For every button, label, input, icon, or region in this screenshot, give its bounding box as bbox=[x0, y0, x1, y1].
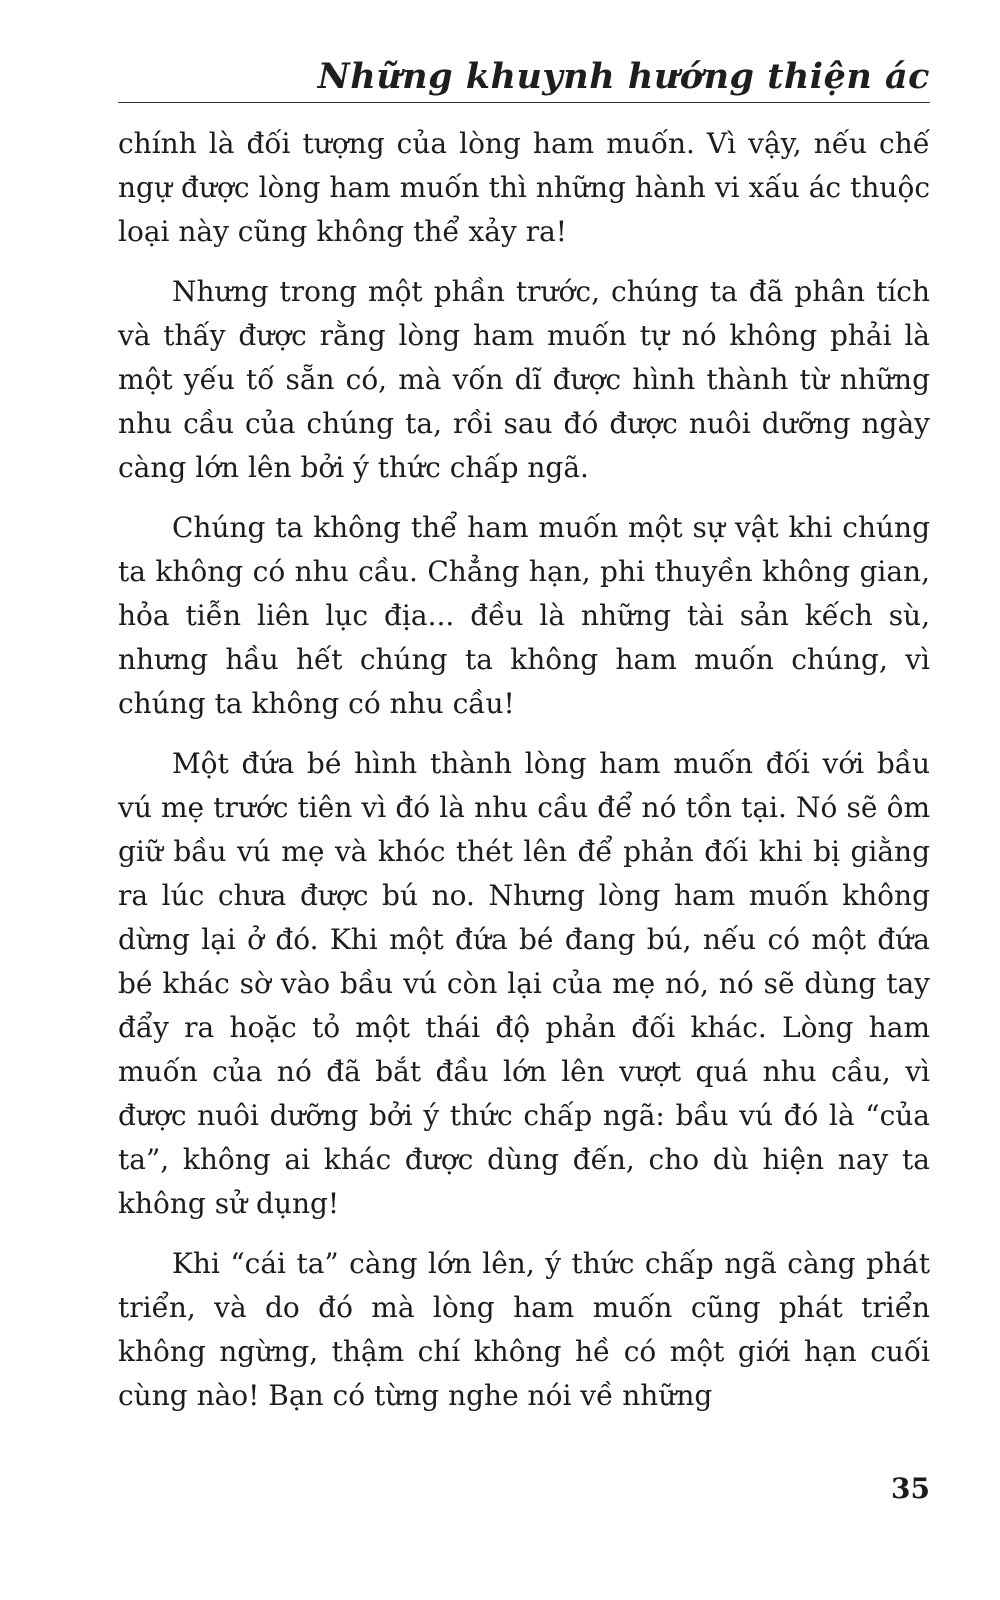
header-divider bbox=[118, 102, 930, 103]
paragraph: Khi “cái ta” càng lớn lên, ý thức chấp ngã càng phát triển, và do đó mà lòng ham muốn cũng phát triển không ngừng, thậm chí không hề có một giới hạn cuối cùng nào! Bạn có từng nghe nói về những bbox=[118, 1247, 930, 1412]
paragraph: Một đứa bé hình thành lòng ham muốn đối với bầu vú mẹ trước tiên vì đó là nhu cầu để nó tồn tại. Nó sẽ ôm giữ bầu vú mẹ và khóc thét lên để phản đối khi bị giằng ra lúc chưa được bú no. Nhưng lòng ham muốn không dừng lại ở đó. Khi một đứa bé đang bú, nếu có một đứa bé khác sờ vào bầu vú còn lại của mẹ nó, nó sẽ dùng tay đẩy ra hoặc tỏ một thái độ phản đối khác. Lòng ham muốn của nó đã bắt đầu lớn lên vượt quá nhu cầu, vì được nuôi dưỡng bởi ý thức chấp ngã: bầu vú đó là “của ta”, không ai khác được dùng đến, cho dù hiện nay ta không sử dụng! bbox=[118, 747, 930, 1220]
paragraph: Nhưng trong một phần trước, chúng ta đã phân tích và thấy được rằng lòng ham muốn tự nó không phải là một yếu tố sẵn có, mà vốn dĩ được hình thành từ những nhu cầu của chúng ta, rồi sau đó được nuôi dưỡng ngày càng lớn lên bởi ý thức chấp ngã. bbox=[118, 275, 930, 484]
page-number: 35 bbox=[891, 1472, 930, 1505]
running-header-title: Những khuynh hướng thiện ác bbox=[317, 56, 930, 97]
paragraph: Chúng ta không thể ham muốn một sự vật khi chúng ta không có nhu cầu. Chẳng hạn, phi thuyền không gian, hỏa tiễn liên lục địa... đều là những tài sản kếch sù, nhưng hầu hết chúng ta không ham muốn chúng, vì chúng ta không có nhu cầu! bbox=[118, 511, 930, 720]
body-text bbox=[118, 122, 930, 1434]
paragraph: chính là đối tượng của lòng ham muốn. Vì vậy, nếu chế ngự được lòng ham muốn thì những hành vi xấu ác thuộc loại này cũng không thể xảy ra! bbox=[118, 127, 930, 248]
